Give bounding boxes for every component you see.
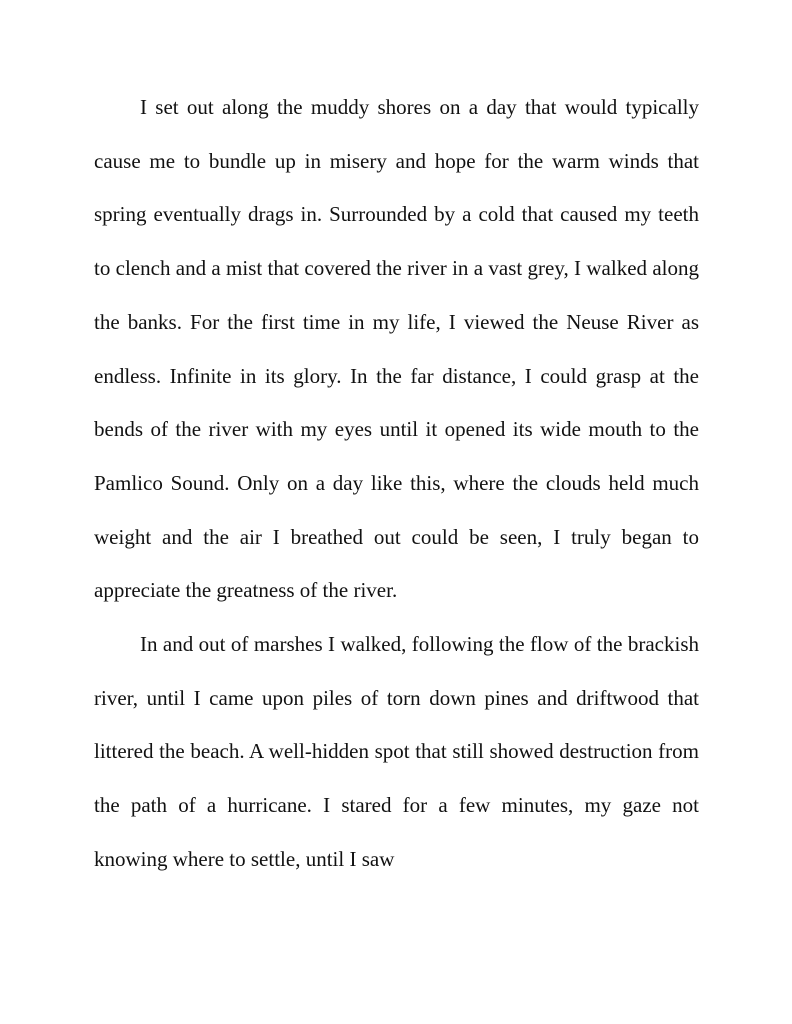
paragraph-2: In and out of marshes I walked, following the flow of the brackish river, until I came upon piles of torn down pines and driftwood that littered the beach. A well-hidden spot that still showed destruction from the path of a hurricane. I stared for a few minutes, my gaze not knowing where to settle, until I saw <box>94 632 699 871</box>
body-text <box>94 81 699 887</box>
paragraph-1: I set out along the muddy shores on a day that would typically cause me to bundle up in misery and hope for the warm winds that spring eventually drags in. Surrounded by a cold that caused my teeth to clench and a mist that covered the river in a vast grey, I walked along the banks. For the first time in my life, I viewed the Neuse River as endless. Infinite in its glory. In the far distance, I could grasp at the bends of the river with my eyes until it opened its wide mouth to the Pamlico Sound. Only on a day like this, where the clouds held much weight and the air I breathed out could be seen, I truly began to appreciate the greatness of the river. <box>94 95 699 603</box>
